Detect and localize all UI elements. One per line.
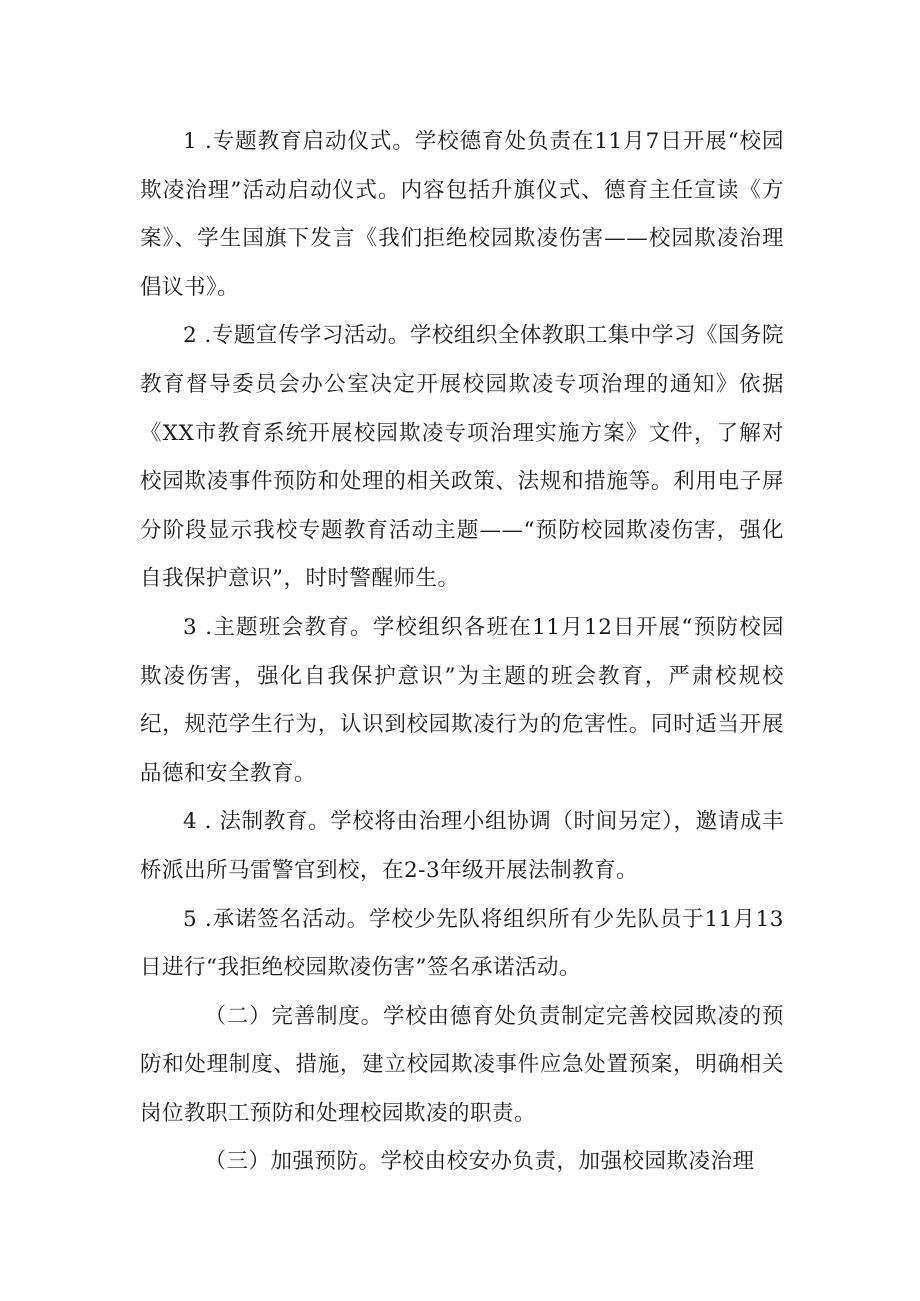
paragraph-strengthen-prevention: （三）加强预防。学校由校安办负责，加强校园欺凌治理 bbox=[204, 1149, 755, 1175]
paragraph-signature-pledge: 5 .承诺签名活动。学校少先队将组织所有少先队员于11月13日进行“我拒绝校园欺凌伤害”签名承诺活动。 bbox=[140, 906, 784, 981]
document-body bbox=[140, 118, 784, 1187]
paragraph-publicity-study: 2 .专题宣传学习活动。学校组织全体教职工集中学习《国务院教育督导委员会办公室决定开展校园欺凌专项治理的通知》依据《XX市教育系统开展校园欺凌专项治理实施方案》文件，了解对校园欺凌事件预防和处理的相关政策、法规和措施等。利用电子屏分阶段显示我校专题教育活动主题——“预防校园欺凌伤害，强化自我保护意识”，时时警醒师生。 bbox=[140, 323, 784, 592]
paragraph-kickoff-ceremony: 1 .专题教育启动仪式。学校德育处负责在11月7日开展“校园欺凌治理”活动启动仪式。内容包括升旗仪式、德育主任宣读《方案》、学生国旗下发言《我们拒绝校园欺凌伤害——校园欺凌治理倡议书》。 bbox=[140, 129, 784, 300]
paragraph-class-meeting: 3 .主题班会教育。学校组织各班在11月12日开展“预防校园欺凌伤害，强化自我保护意识”为主题的班会教育，严肃校规校纪，规范学生行为，认识到校园欺凌行为的危害性。同时适当开展品德和安全教育。 bbox=[140, 614, 784, 786]
paragraph-legal-education: 4 . 法制教育。学校将由治理小组协调（时间另定），邀请成丰桥派出所马雷警官到校，在2-3年级开展法制教育。 bbox=[140, 809, 784, 883]
paragraph-improve-system: （二）完善制度。学校由德育处负责制定完善校园欺凌的预防和处理制度、措施，建立校园欺凌事件应急处置预案，明确相关岗位教职工预防和处理校园欺凌的职责。 bbox=[140, 1003, 784, 1126]
